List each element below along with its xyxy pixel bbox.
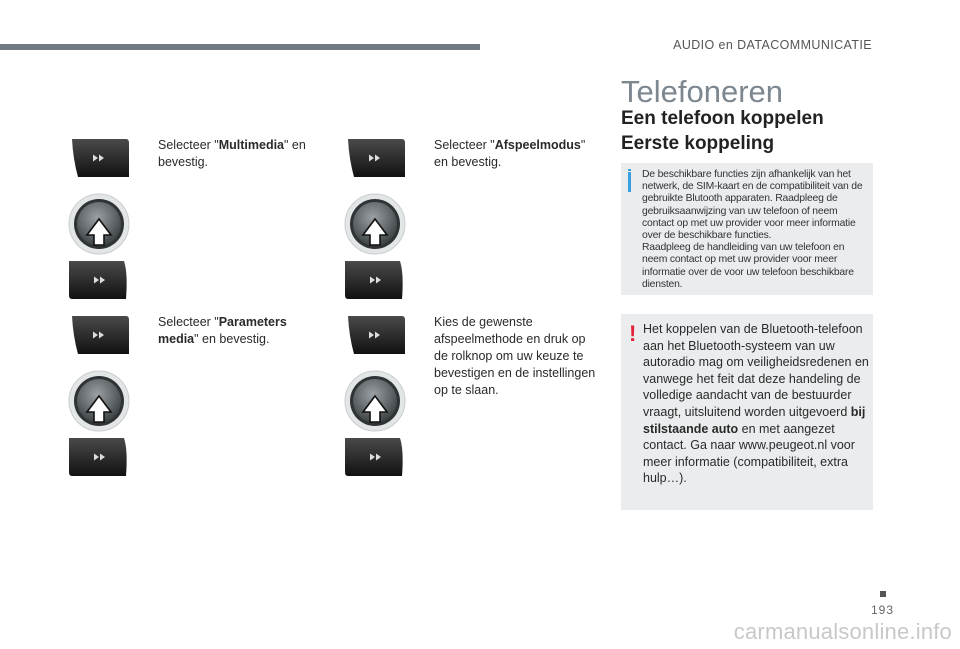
subsection-heading: Eerste koppeling <box>621 133 775 154</box>
chapter-heading: Telefoneren <box>621 74 784 109</box>
info-paragraph-1: De beschikbare functies zijn afhankelijk van het netwerk, de SIM-kaart en de compatibiliteit van de gebruikte Blutooth apparaten. Raadpleeg de gebruiksaanwijzing van uw telefoon of neem contact op met uw provider voor meer informatie over de beschikbare functies. <box>642 169 863 242</box>
rotary-knob-icon <box>68 193 130 255</box>
rewind-icon <box>344 314 406 356</box>
info-text <box>642 169 870 291</box>
info-icon <box>628 169 631 171</box>
rewind-icon <box>68 314 130 356</box>
section-heading: Een telefoon koppelen <box>621 108 824 129</box>
rewind-icon <box>68 137 130 179</box>
step-1-text: Selecteer "Multimedia" en bevestig. <box>158 138 306 169</box>
page-number: 193 <box>871 603 895 617</box>
fast-forward-icon <box>68 259 130 301</box>
rotary-knob-icon <box>344 370 406 432</box>
top-rule <box>0 44 480 50</box>
step-3-text: Selecteer "Afspeelmodus" en bevestig. <box>434 138 586 169</box>
step-4-text: Kies de gewenste afspeelmethode en druk op de rolknop om uw keuze te bevestigen en de instellingen op te slaan. <box>434 315 596 397</box>
fast-forward-icon <box>344 259 406 301</box>
info-icon-bar <box>628 172 631 192</box>
page-marker <box>880 591 886 597</box>
rotary-knob-icon <box>68 370 130 432</box>
info-paragraph-2: Raadpleeg de handleiding van uw telefoon en neem contact op met uw provider voor meer informatie over de voor uw telefoon beschikbare diensten. <box>642 242 854 290</box>
section-title: AUDIO en DATACOMMUNICATIE <box>673 38 872 52</box>
rewind-icon <box>344 137 406 179</box>
warning-box <box>621 314 873 510</box>
info-box <box>621 163 873 295</box>
rotary-knob-icon <box>344 193 406 255</box>
watermark: carmanualsonline.info <box>733 619 952 644</box>
fast-forward-icon <box>344 436 406 478</box>
fast-forward-icon <box>68 436 130 478</box>
warning-text: Het koppelen van de Bluetooth-telefoon aan het Bluetooth-systeem van uw autoradio mag om veiligheidsredenen en vanwege het feit dat deze handeling de volledige aandacht van de bestuurder vraagt, uitsluitend worden uitgevoerd bij stilstaande auto en met aangezet contact. Ga naar www.peugeot.nl voor meer informatie (compatibiliteit, extra hulp…). <box>643 322 869 486</box>
warning-icon: ! <box>629 321 637 346</box>
step-2-text: Selecteer "Parameters media" en bevestig. <box>158 315 287 346</box>
